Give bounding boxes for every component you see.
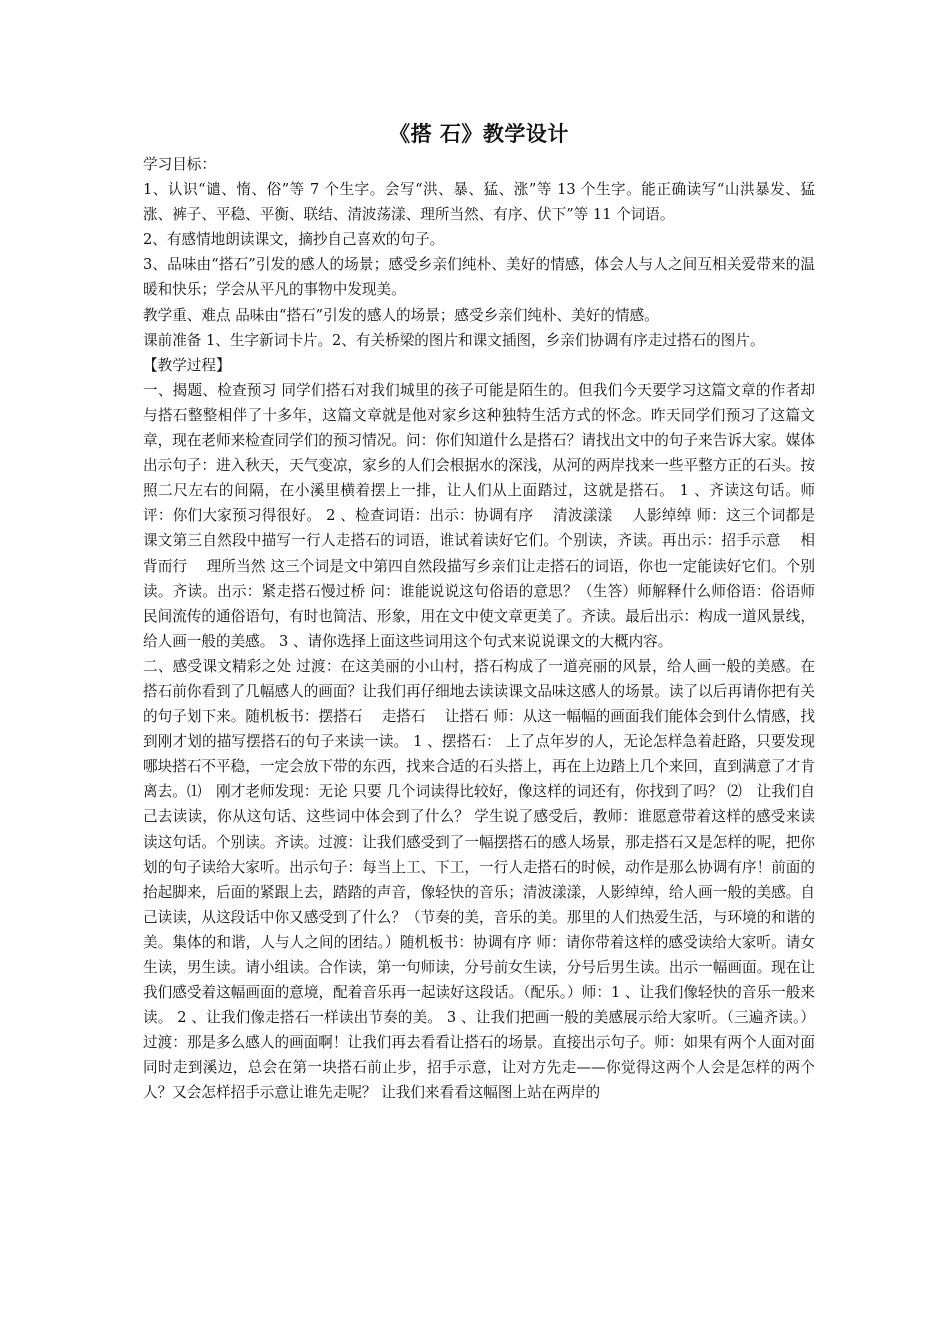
goal-paragraph-1: 1、认识“谴、惰、俗”等 7 个生字。会写“洪、暴、猛、涨”等 13 个生字。能正确读写“山洪暴发、猛涨、裤子、平稳、平衡、联结、清波荡漾、理所当然、有序、伏下”等 11 个词语。: [143, 181, 815, 224]
goal-paragraph-3: 3、品味由“搭石”引发的感人的场景；感受乡亲们纯朴、美好的情感，体会人与人之间互相关爱带来的温暖和快乐；学会从平凡的事物中发现美。: [143, 256, 815, 299]
document-page: [143, 118, 815, 1106]
section-two-paragraph: 二、感受课文精彩之处 过渡：在这美丽的小山村，搭石构成了一道亮丽的风景，给人画一般的美感。在搭石前你看到了几幅感人的画面？让我们再仔细地去读读课文品味这感人的场景。读了以后再请你把有关的句子划下来。随机板书：摆搭石 走搭石 让搭石 师：从这一幅幅的画面我们能体会到什么情感，找到刚才划的描写摆搭石的句子来读一读。 1 、摆搭石： 上了点年岁的人，无论怎样急着赶路，只要发现哪块搭石不平稳，一定会放下带的东西，找来合适的石头搭上，再在上边踏上几个来回，直到满意了才肯离去。⑴ 刚才老师发现：无论 只要 几个词读得比较好，像这样的词还有，你找到了吗？ ⑵ 让我们自己去读读，你从这句话、这些词中体会到了什么？ 学生说了感受后，教师：谁愿意带着这样的感受来读读这句话。个别读。齐读。过渡：让我们感受到了一幅摆搭石的感人场景，那走搭石又是怎样的呢，把你划的句子读给大家听。出示句子：每当上工、下工，一行人走搭石的时候，动作是那么协调有序！前面的抬起脚来，后面的紧跟上去，踏踏的声音，像轻快的音乐；清波漾漾，人影绰绰，给人画一般的美感。自己读读，从这段话中你又感受到了什么？（节奏的美，音乐的美。那里的人们热爱生活，与环境的和谐的美。集体的和谐，人与人之间的团结。）随机板书：协调有序 师：请你带着这样的感受读给大家听。请女生读，男生读。请小组读。合作读，第一句师读，分号前女生读，分号后男生读。出示一幅画面。现在让我们感受着这幅画面的意境，配着音乐再一起读好这段话。（配乐。）师：1 、让我们像轻快的音乐一般来读。 2 、让我们像走搭石一样读出节奏的美。 3 、让我们把画一般的美感展示给大家听。（三遍齐读。）过渡：那是多么感人的画面啊！让我们再去看看让搭石的场景。直接出示句子。师：如果有两个人面对面同时走到溪边，总会在第一块搭石前止步，招手示意，让对方先走——你觉得这两个人会是怎样的两个人？又会怎样招手示意让谁先走呢？ 让我们来看看这幅图上站在两岸的: [143, 657, 815, 1102]
goal-paragraph-2: 2、有感情地朗读课文，摘抄自己喜欢的句子。: [143, 231, 445, 249]
learning-goals-heading: 学习目标：: [143, 156, 216, 173]
preparation-paragraph: 课前准备 1、生字新词卡片。2、有关桥梁的图片和课文插图，乡亲们协调有序走过搭石的图片。: [143, 331, 765, 349]
process-heading: 【教学过程】: [143, 356, 231, 374]
document-title: 《搭 石》教学设计: [389, 121, 569, 146]
key-points-paragraph: 教学重、难点 品味由“搭石”引发的感人的场景；感受乡亲们纯朴、美好的情感。: [143, 306, 659, 324]
section-one-paragraph: 一、揭题、检查预习 同学们搭石对我们城里的孩子可能是陌生的。但我们今天要学习这篇文章的作者却与搭石整整相伴了十多年，这篇文章就是他对家乡这种独特生活方式的怀念。昨天同学们预习了这篇文章，现在老师来检查同学们的预习情况。问：你们知道什么是搭石？请找出文中的句子来告诉大家。媒体出示句子：进入秋天，天气变凉，家乡的人们会根据水的深浅，从河的两岸找来一些平整方正的石头。按照二尺左右的间隔，在小溪里横着摆上一排，让人们从上面踏过，这就是搭石。 1 、齐读这句话。师评：你们大家预习得很好。 2 、检查词语：出示：协调有序 清波漾漾 人影绰绰 师：这三个词都是课文第三自然段中描写一行人走搭石的词语，谁试着读好它们。个别读，齐读。再出示：招手示意 相背而行 理所当然 这三个词是文中第四自然段描写乡亲们让走搭石的词语，你也一定能读好它们。个别读。齐读。出示：紧走搭石慢过桥 问：谁能说说这句俗语的意思？（生答）师解释什么师俗语：俗语师民间流传的通俗语句，有时也简洁、形象，用在文中使文章更美了。齐读。最后出示：构成一道风景线，给人画一般的美感。 3 、请你选择上面这些词用这个句式来说说课文的大概内容。: [143, 381, 815, 650]
